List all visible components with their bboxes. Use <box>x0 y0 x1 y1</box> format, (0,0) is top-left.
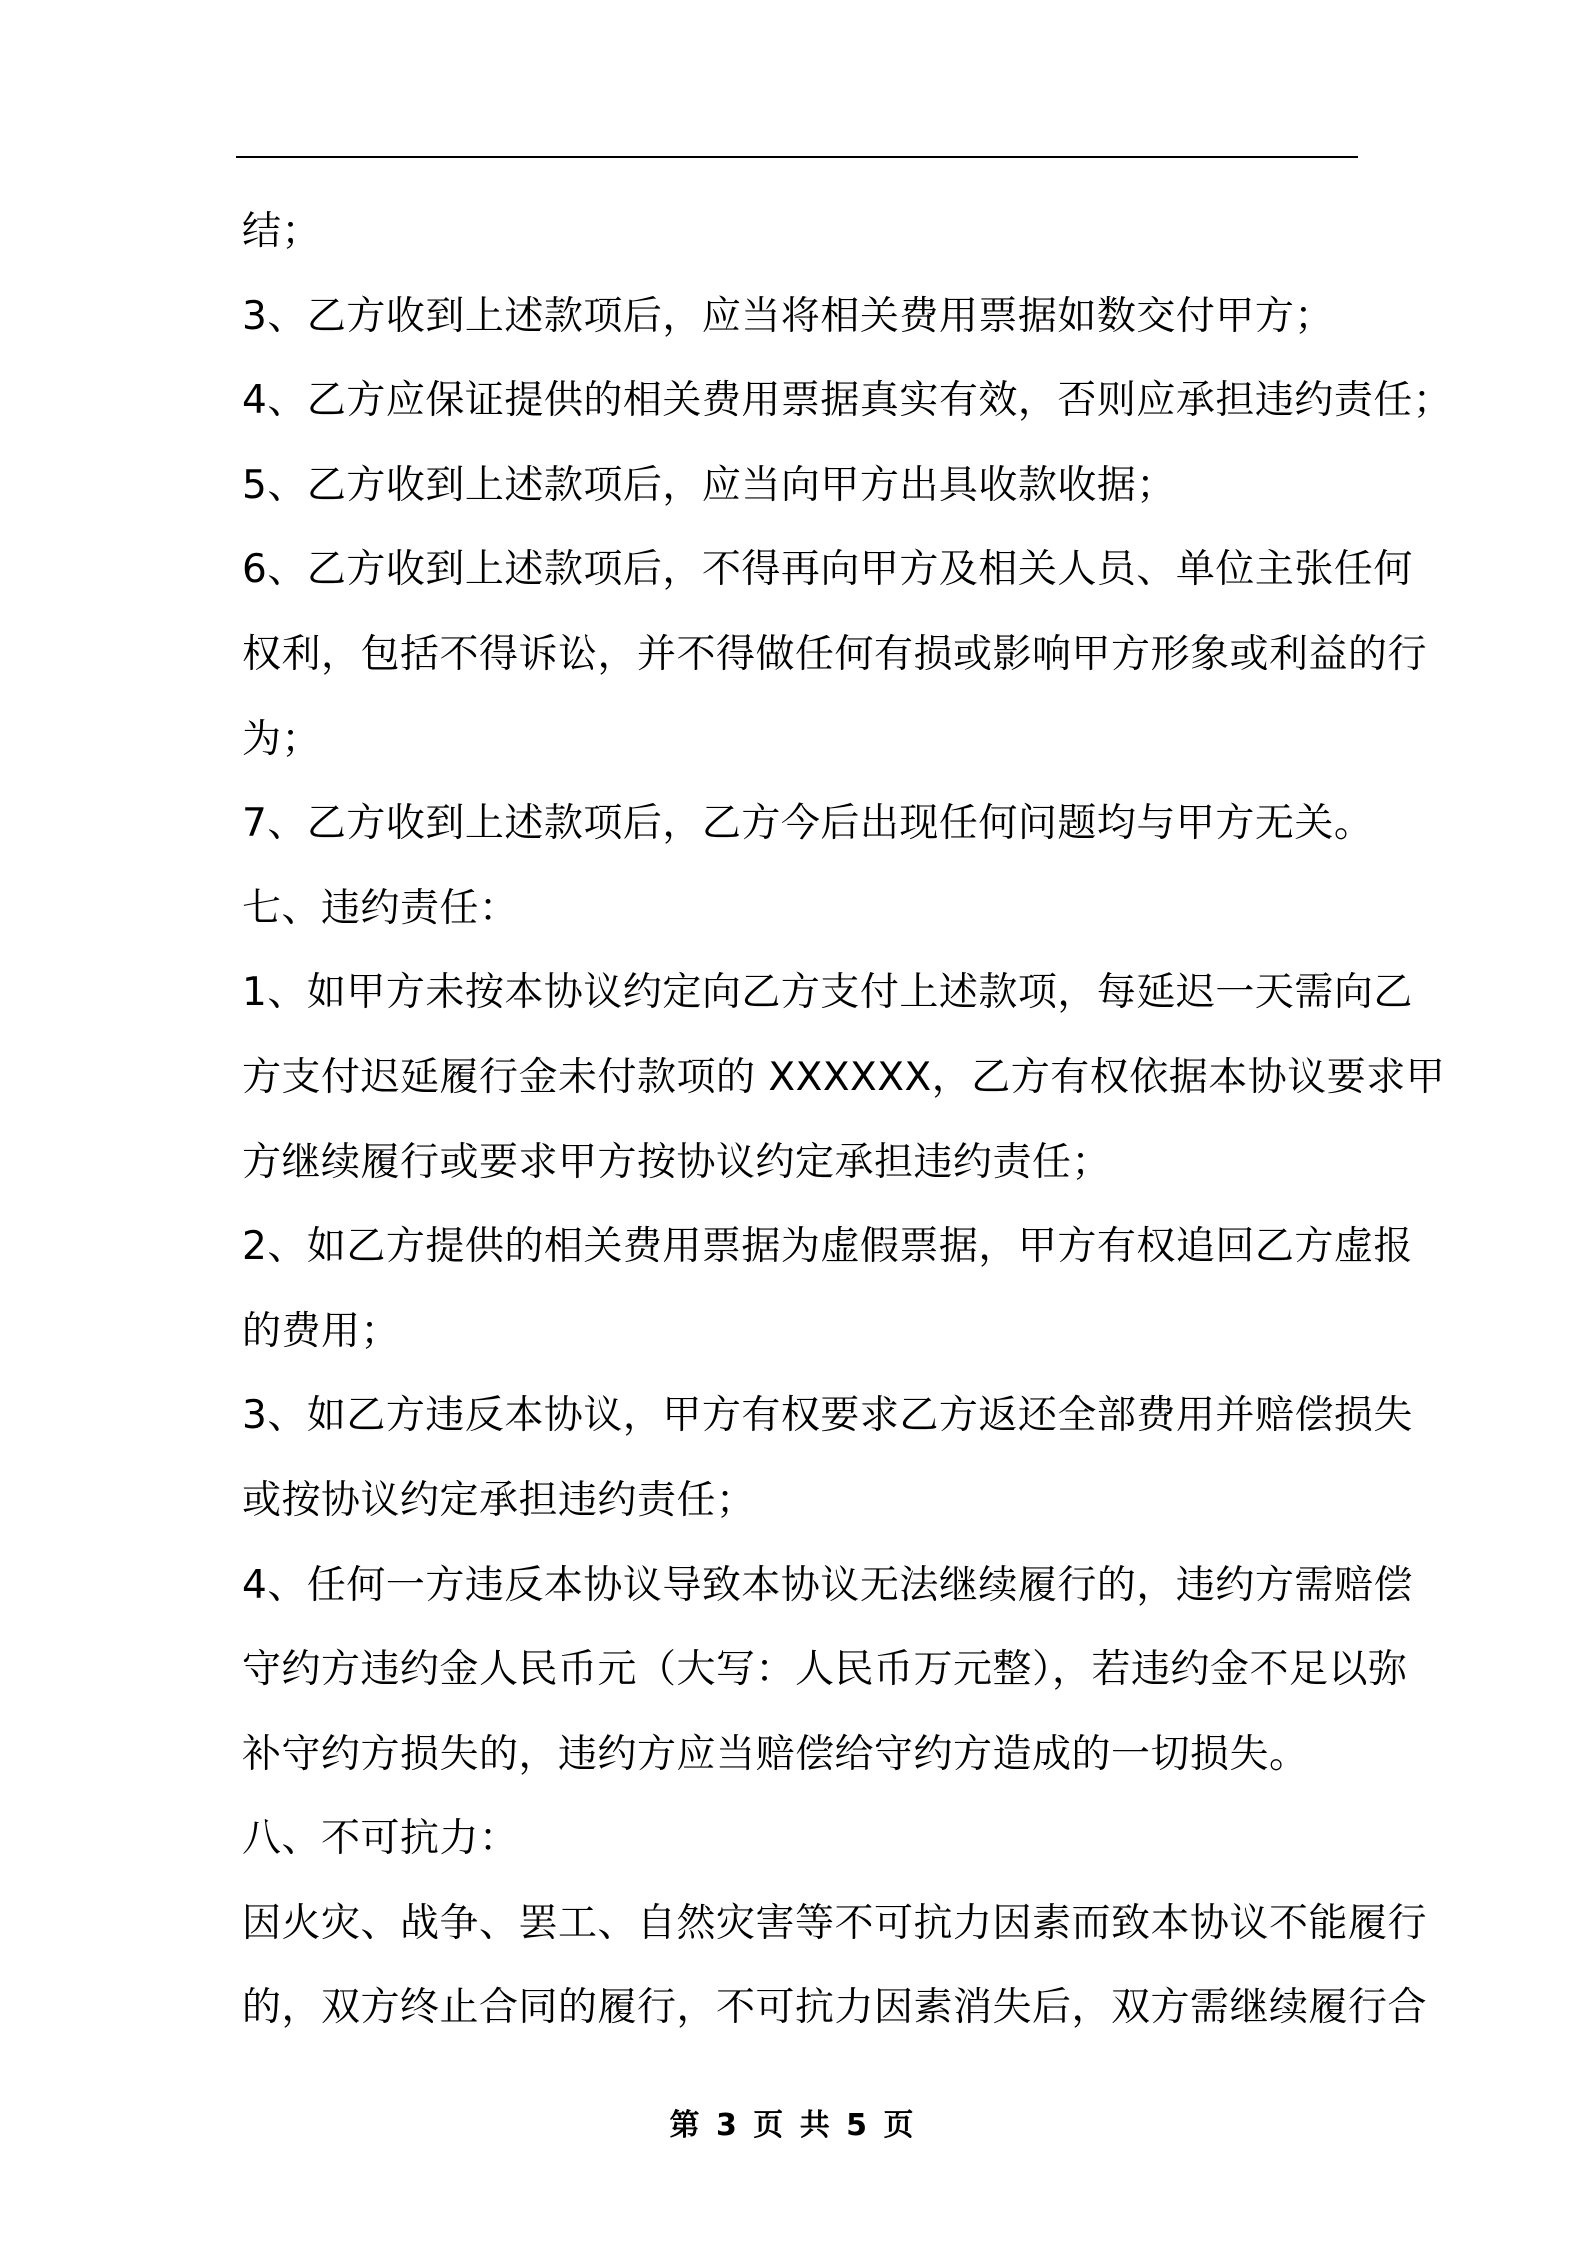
text-line: 因火灾、战争、罢工、自然灾害等不可抗力因素而致本协议不能履行 <box>242 1900 1428 1946</box>
document-body <box>242 190 1453 2051</box>
text-line: 为； <box>242 716 322 762</box>
text-line: 4、乙方应保证提供的相关费用票据真实有效，否则应承担违约责任； <box>242 378 1453 424</box>
header-rule <box>236 156 1358 158</box>
page-indicator: 第 3 页 共 5 页 <box>669 2108 917 2143</box>
text-line: 3、如乙方违反本协议，甲方有权要求乙方返还全部费用并赔偿损失 <box>242 1393 1413 1439</box>
text-line: 6、乙方收到上述款项后，不得再向甲方及相关人员、单位主张任何 <box>242 547 1413 593</box>
section-heading: 七、违约责任： <box>242 885 519 931</box>
text-line: 方继续履行或要求甲方按协议约定承担违约责任； <box>242 1139 1112 1185</box>
text-line: 补守约方损失的，违约方应当赔偿给守约方造成的一切损失。 <box>242 1731 1309 1777</box>
text-line: 3、乙方收到上述款项后，应当将相关费用票据如数交付甲方； <box>242 293 1334 339</box>
text-line: 5、乙方收到上述款项后，应当向甲方出具收款收据； <box>242 462 1176 508</box>
text-line: 结； <box>242 209 322 254</box>
text-line: 守约方违约金人民币元（大写：人民币万元整），若违约金不足以弥 <box>242 1647 1408 1693</box>
text-line: 7、乙方收到上述款项后，乙方今后出现任何问题均与甲方无关。 <box>242 801 1374 847</box>
text-line: 2、如乙方提供的相关费用票据为虚假票据，甲方有权追回乙方虚报 <box>242 1224 1413 1270</box>
text-line: 1、如甲方未按本协议约定向乙方支付上述款项，每延迟一天需向乙 <box>242 970 1413 1016</box>
section-heading: 八、不可抗力： <box>242 1816 519 1862</box>
text-line: 或按协议约定承担违约责任； <box>242 1477 756 1523</box>
text-line: 方支付迟延履行金未付款项的 XXXXXX，乙方有权依据本协议要求甲 <box>242 1054 1446 1100</box>
text-line: 权利，包括不得诉讼，并不得做任何有损或影响甲方形象或利益的行 <box>242 631 1428 677</box>
text-line: 的费用； <box>242 1308 401 1354</box>
text-line: 4、任何一方违反本协议导致本协议无法继续履行的，违约方需赔偿 <box>242 1562 1413 1608</box>
text-line: 的，双方终止合同的履行，不可抗力因素消失后，双方需继续履行合 <box>242 1985 1428 2031</box>
